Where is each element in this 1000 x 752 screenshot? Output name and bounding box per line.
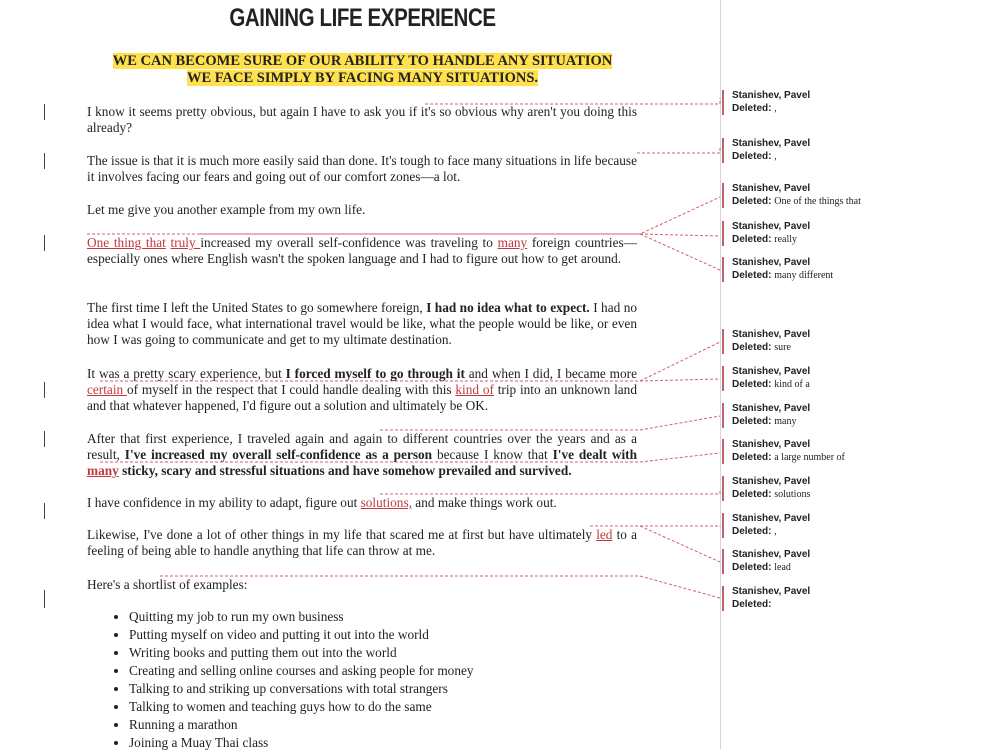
text: because I know that xyxy=(432,447,553,462)
balloon-label: Deleted: xyxy=(732,561,772,573)
inserted-text: kind of xyxy=(455,382,494,397)
text: to a feeling of being able to handle anything that life can throw at me. xyxy=(87,527,637,558)
revision-balloon[interactable] xyxy=(722,403,982,428)
revision-balloon[interactable] xyxy=(722,366,982,391)
inserted-text: led xyxy=(596,527,613,542)
text: It was a pretty scary experience, but xyxy=(87,366,286,381)
balloon-author: Stanishev, Pavel xyxy=(732,439,811,450)
balloon-label: Deleted: xyxy=(732,451,772,463)
balloon-text: , xyxy=(774,525,777,537)
balloon-label: Deleted: xyxy=(732,525,772,537)
subtitle-line: WE CAN BECOME SURE OF OUR ABILITY TO HANDLE ANY SITUATION xyxy=(112,53,613,69)
paragraph[interactable]: The issue is that it is much more easily said than done. It's tough to face many situations in life because it involves facing our fears and going out of our comfort zones—a lot. xyxy=(87,153,637,184)
inserted-text: truly xyxy=(170,235,201,250)
text: and make things work out. xyxy=(411,495,557,510)
list-item: • Putting myself on video and putting it out into the world xyxy=(129,626,474,644)
balloon-text: , xyxy=(774,150,777,162)
text: Likewise, I've done a lot of other things in my life that scared me at first but have ultimately xyxy=(87,527,597,542)
revision-balloon[interactable] xyxy=(722,586,982,611)
list-item: • Quitting my job to run my own business xyxy=(129,608,474,626)
text: I have confidence in my ability to adapt, figure out xyxy=(87,495,361,510)
balloon-label: Deleted: xyxy=(732,269,772,281)
list-item: • Talking to women and teaching guys how to do the same xyxy=(129,698,474,716)
paragraph[interactable]: Let me give you another example from my own life. xyxy=(87,202,366,217)
list-item: • Talking to and striking up conversations with total strangers xyxy=(129,680,474,698)
balloon-author: Stanishev, Pavel xyxy=(732,513,811,524)
balloon-label: Deleted: xyxy=(732,195,772,207)
document-title: GAINING LIFE EXPERIENCE xyxy=(229,4,496,32)
bold-text: sticky, scary and stressful situations and have somehow prevailed and survived. xyxy=(118,463,572,478)
balloon-author: Stanishev, Pavel xyxy=(732,403,811,414)
text: of myself in the respect that I could handle dealing with this xyxy=(126,382,456,397)
list-item: • Running a marathon xyxy=(129,716,474,734)
balloon-author: Stanishev, Pavel xyxy=(732,221,811,232)
balloon-author: Stanishev, Pavel xyxy=(732,183,811,194)
balloon-text: a large number of xyxy=(774,451,845,463)
balloon-text: really xyxy=(774,233,797,245)
bold-text: I forced myself to go through it xyxy=(285,366,465,381)
text: foreign countries—especially ones where English wasn't the spoken language and I had to figure out how to get around. xyxy=(87,235,637,266)
inserted-text: One thing that xyxy=(87,235,166,250)
inserted-text: certain xyxy=(87,382,127,397)
balloon-text: kind of a xyxy=(774,378,810,390)
balloon-text: lead xyxy=(774,561,791,573)
balloon-text: many different xyxy=(774,269,834,281)
balloon-text: many xyxy=(774,415,797,427)
balloon-label: Deleted: xyxy=(732,598,772,610)
balloon-label: Deleted: xyxy=(732,150,772,162)
revision-balloon[interactable] xyxy=(722,183,982,208)
balloon-text: One of the things that xyxy=(774,195,861,207)
text: and when I did, I became more xyxy=(464,366,637,381)
text: After that first experience, I traveled again and again to different countries over the years and as a result, xyxy=(87,431,637,462)
balloon-author: Stanishev, Pavel xyxy=(732,586,811,597)
bold-text: I've increased my overall self-confidence as a person xyxy=(124,447,433,462)
revision-balloon[interactable] xyxy=(722,221,982,246)
balloon-author: Stanishev, Pavel xyxy=(732,476,811,487)
revision-balloon[interactable] xyxy=(722,549,982,574)
paragraph[interactable]: Here's a shortlist of examples: xyxy=(87,577,248,592)
balloon-author: Stanishev, Pavel xyxy=(732,257,811,268)
balloon-author: Stanishev, Pavel xyxy=(732,90,811,101)
balloon-label: Deleted: xyxy=(732,488,772,500)
text: The first time I left the United States to go somewhere foreign, xyxy=(87,300,427,315)
balloon-author: Stanishev, Pavel xyxy=(732,138,811,149)
revision-balloon[interactable] xyxy=(722,476,982,501)
balloon-label: Deleted: xyxy=(732,102,772,114)
text: I had no idea what I would face, what international travel would be like, what the people would be like, or even how I was going to communicate and get to my ultimate destination. xyxy=(87,300,637,347)
balloon-text: , xyxy=(774,102,777,114)
revision-balloon[interactable] xyxy=(722,439,982,464)
text: trip into an unknown land and that whatever happened, I'd figure out a solution and ultimately be OK. xyxy=(87,382,637,413)
inserted-text: many xyxy=(87,463,119,478)
subtitle-line: WE FACE SIMPLY BY FACING MANY SITUATIONS. xyxy=(186,69,539,86)
balloon-author: Stanishev, Pavel xyxy=(732,329,811,340)
inserted-text: solutions, xyxy=(360,495,412,510)
revision-balloon[interactable] xyxy=(722,329,982,354)
list-item: • Writing books and putting them out into the world xyxy=(129,644,474,662)
text: increased my overall self-confidence was traveling to xyxy=(200,235,498,250)
bold-text: I've dealt with xyxy=(552,447,637,462)
revision-balloon[interactable] xyxy=(722,90,982,115)
inserted-text: many xyxy=(497,235,528,250)
balloon-text: sure xyxy=(774,341,791,353)
balloon-label: Deleted: xyxy=(732,378,772,390)
paragraph[interactable]: I know it seems pretty obvious, but again I have to ask you if it's so obvious why aren't you doing this already? xyxy=(87,104,637,135)
list-item: • Joining a Muay Thai class xyxy=(129,734,474,752)
list-item: • Creating and selling online courses and asking people for money xyxy=(129,662,474,680)
bold-text: I had no idea what to expect. xyxy=(426,300,590,315)
balloon-text: solutions xyxy=(774,488,811,500)
revision-balloon[interactable] xyxy=(722,513,982,538)
balloon-label: Deleted: xyxy=(732,341,772,353)
balloon-label: Deleted: xyxy=(732,415,772,427)
balloon-label: Deleted: xyxy=(732,233,772,245)
balloon-author: Stanishev, Pavel xyxy=(732,549,811,560)
revision-balloon[interactable] xyxy=(722,138,982,163)
balloon-author: Stanishev, Pavel xyxy=(732,366,811,377)
revision-balloon[interactable] xyxy=(722,257,982,282)
